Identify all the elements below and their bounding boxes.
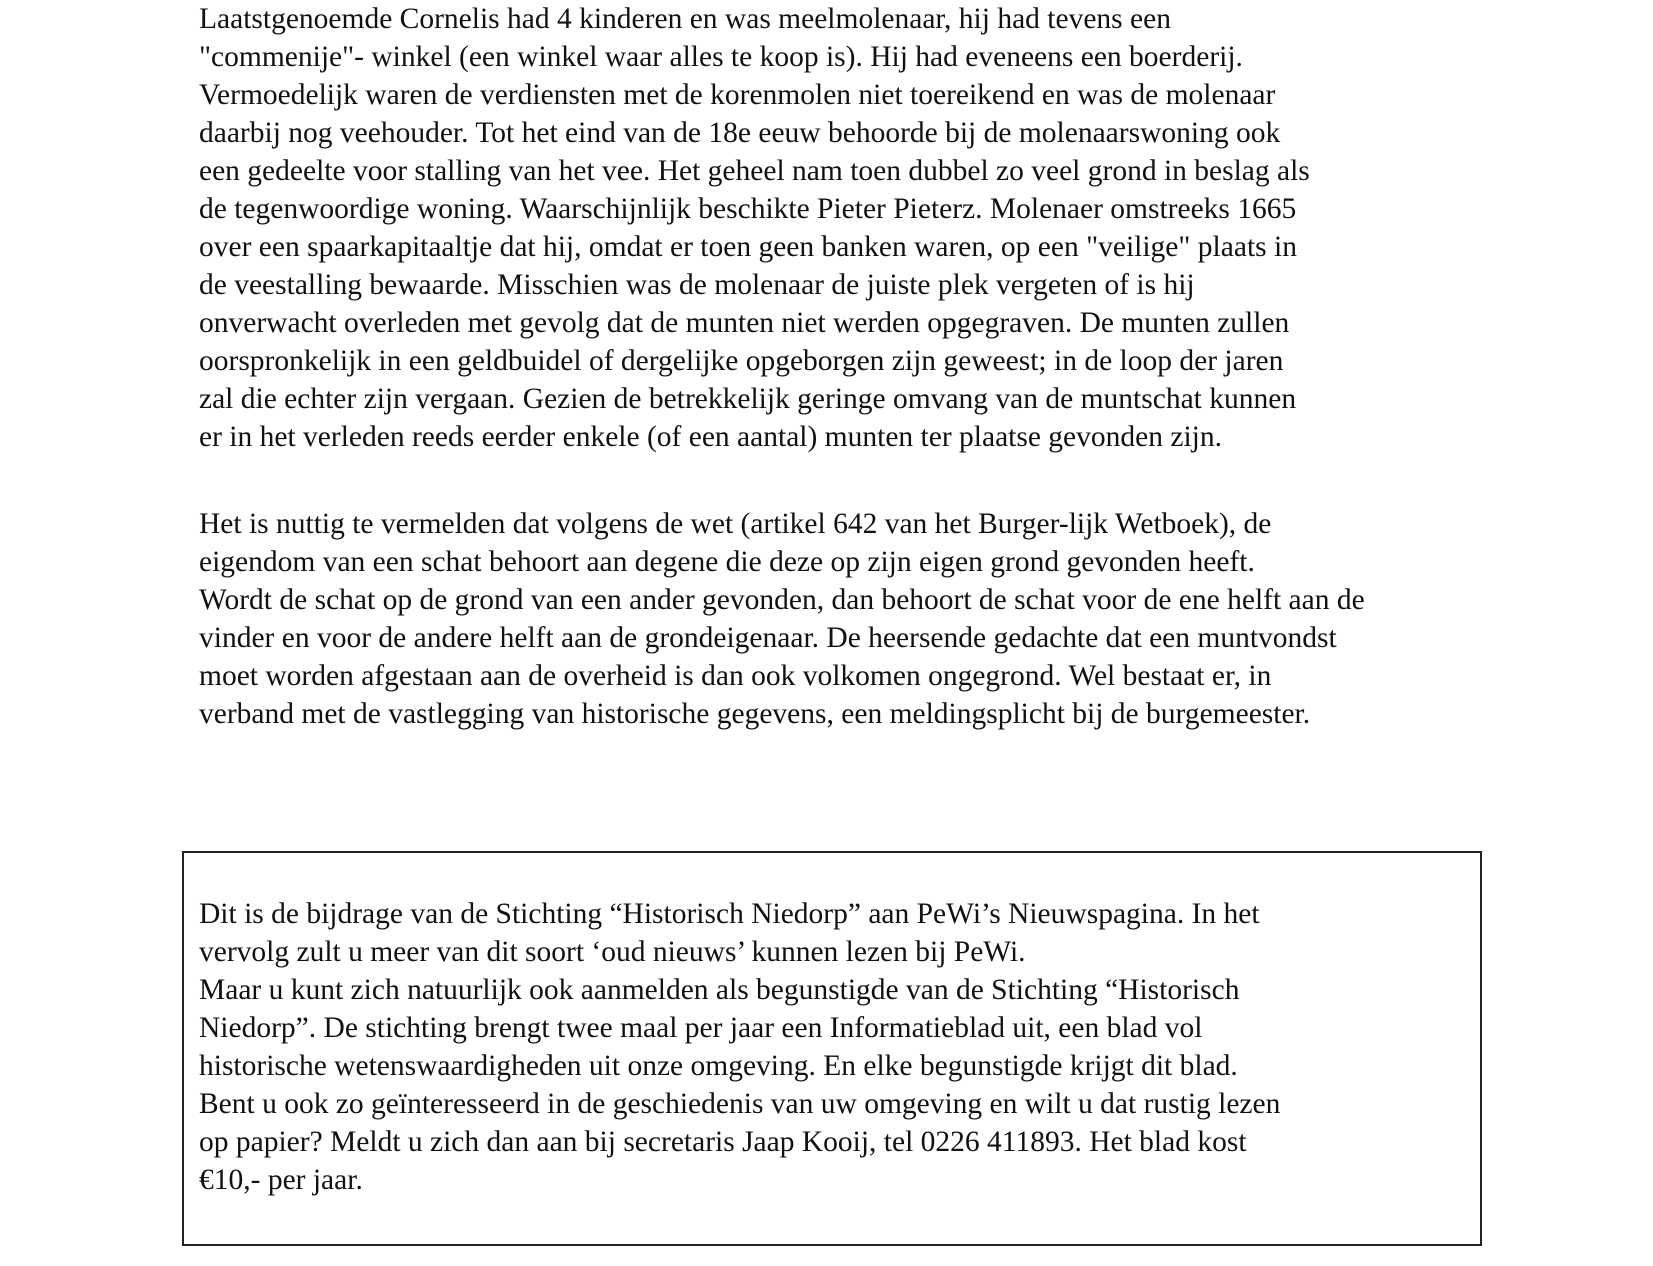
notice-line: Maar u kunt zich natuurlijk ook aanmelden als begunstigde van de Stichting “Historisch [199, 974, 1240, 1006]
text-line: oorspronkelijk in een geldbuidel of dergelijke opgeborgen zijn geweest; in de loop der jaren [199, 345, 1284, 377]
text-line: vinder en voor de andere helft aan de grondeigenaar. De heersende gedachte dat een muntvondst [199, 622, 1337, 654]
notice-text [199, 895, 1280, 1199]
notice-line: Bent u ook zo geïnteresseerd in de geschiedenis van uw omgeving en wilt u dat rustig lezen [199, 1088, 1281, 1120]
text-line: een gedeelte voor stalling van het vee. Het geheel nam toen dubbel zo veel grond in beslag als [199, 155, 1310, 187]
text-line: verband met de vastlegging van historische gegevens, een meldingsplicht bij de burgemeester. [199, 698, 1311, 730]
notice-line: Niedorp”. De stichting brengt twee maal per jaar een Informatieblad uit, een blad vol [199, 1012, 1203, 1044]
text-line: onverwacht overleden met gevolg dat de munten niet werden opgegraven. De munten zullen [199, 307, 1290, 339]
notice-line: €10,- per jaar. [199, 1164, 363, 1196]
text-line: daarbij nog veehouder. Tot het eind van de 18e eeuw behoorde bij de molenaarswoning ook [199, 117, 1281, 149]
paragraph-law [199, 505, 1365, 733]
text-line: moet worden afgestaan aan de overheid is dan ook volkomen ongegrond. Wel bestaat er, in [199, 660, 1272, 692]
text-line: er in het verleden reeds eerder enkele (of een aantal) munten ter plaatse gevonden zijn. [199, 421, 1222, 453]
text-line: de veestalling bewaarde. Misschien was de molenaar de juiste plek vergeten of is hij [199, 269, 1195, 301]
text-line: over een spaarkapitaaltje dat hij, omdat er toen geen banken waren, op een "veilige" plaats in [199, 231, 1297, 263]
text-line: Wordt de schat op de grond van een ander gevonden, dan behoort de schat voor de ene helft aan de [199, 584, 1365, 616]
notice-line: historische wetenswaardigheden uit onze omgeving. En elke begunstigde krijgt dit blad. [199, 1050, 1238, 1082]
text-line: "commenije"- winkel (een winkel waar alles te koop is). Hij had eveneens een boerderij. [199, 41, 1243, 73]
text-line: Vermoedelijk waren de verdiensten met de korenmolen niet toereikend en was de molenaar [199, 79, 1276, 111]
paragraph-history [199, 0, 1310, 456]
text-line: eigendom van een schat behoort aan degene die deze op zijn eigen grond gevonden heeft. [199, 546, 1255, 578]
notice-line: vervolg zult u meer van dit soort ‘oud nieuws’ kunnen lezen bij PeWi. [199, 936, 1026, 968]
notice-line: op papier? Meldt u zich dan aan bij secretaris Jaap Kooij, tel 0226 411893. Het blad kost [199, 1126, 1247, 1158]
text-line: Laatstgenoemde Cornelis had 4 kinderen en was meelmolenaar, hij had tevens een [199, 3, 1171, 35]
text-line: zal die echter zijn vergaan. Gezien de betrekkelijk geringe omvang van de muntschat kunnen [199, 383, 1297, 415]
text-line: de tegenwoordige woning. Waarschijnlijk beschikte Pieter Pieterz. Molenaer omstreeks 1665 [199, 193, 1297, 225]
text-line: Het is nuttig te vermelden dat volgens de wet (artikel 642 van het Burger-lijk Wetboek), de [199, 508, 1272, 540]
notice-line: Dit is de bijdrage van de Stichting “Historisch Niedorp” aan PeWi’s Nieuwspagina. In het [199, 898, 1260, 930]
